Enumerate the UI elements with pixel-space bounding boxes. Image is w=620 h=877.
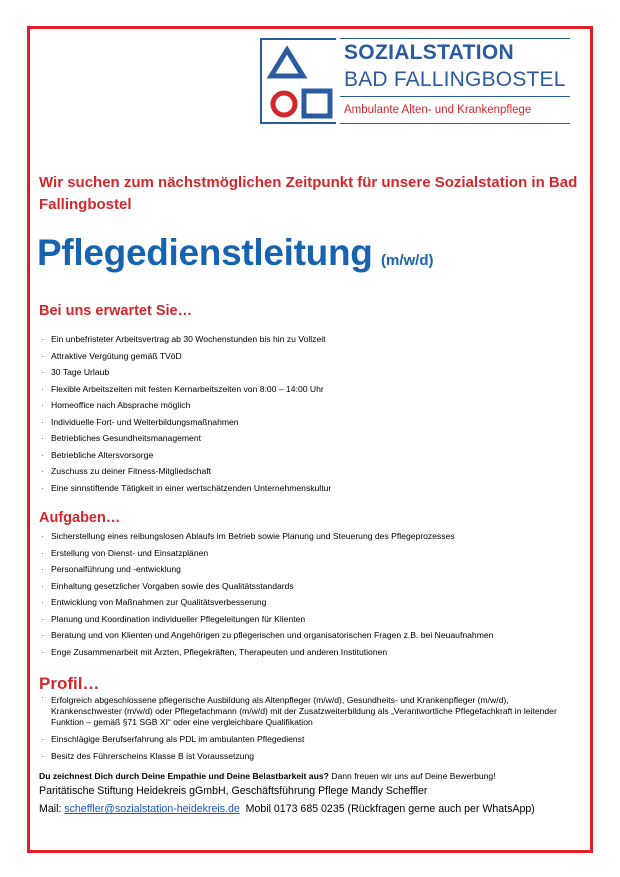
mobile-text: Mobil 0173 685 0235 (Rückfragen gerne auch per WhatsApp) xyxy=(239,803,535,815)
list-item: · Enge Zusammenarbeit mit Ärzten, Pflegekräften, Therapeuten und anderen Institutionen xyxy=(41,644,493,661)
logo-name-line1: SOZIALSTATION xyxy=(344,41,514,64)
list-item: · Betriebliches Gesundheitsmanagement xyxy=(41,430,331,447)
list-item: · Zuschuss zu deiner Fitness-Mitgliedschaft xyxy=(41,463,331,480)
tasks-list xyxy=(41,528,493,660)
list-item: · Ein unbefristeter Arbeitsvertrag ab 30 Wochenstunden bis hin zu Vollzeit xyxy=(41,331,331,348)
list-item: · Beratung und von Klienten und Angehörigen zu pflegerischen und organisatorischen Fragen z.B. bei Neuaufnahmen xyxy=(41,627,493,644)
email-link[interactable]: scheffler@sozialstation-heidekreis.de xyxy=(64,803,240,815)
list-item: · Betriebliche Altersvorsorge xyxy=(41,447,331,464)
list-item: · Erstellung von Dienst- und Einsatzplänen xyxy=(41,545,493,562)
list-item: · Personalführung und -entwicklung xyxy=(41,561,493,578)
list-item: · Eine sinnstiftende Tätigkeit in einer wertschätzenden Unternehmenskultur xyxy=(41,480,331,497)
list-item: · Homeoffice nach Absprache möglich xyxy=(41,397,331,414)
list-item: · Sicherstellung eines reibungslosen Ablaufs im Betrieb sowie Planung und Steuerung des Pflegeprozesses xyxy=(41,528,493,545)
closing-invite: Dann freuen wir uns auf Deine Bewerbung! xyxy=(328,771,496,781)
list-item: · 30 Tage Urlaub xyxy=(41,364,331,381)
list-item: · Attraktive Vergütung gemäß TVöD xyxy=(41,348,331,365)
offer-list xyxy=(41,331,331,496)
closing-text xyxy=(39,771,496,781)
footer-contact xyxy=(39,803,535,815)
list-item: · Individuelle Fort- und Weiterbildungsmaßnahmen xyxy=(41,414,331,431)
logo-tagline: Ambulante Alten- und Krankenpflege xyxy=(344,104,532,116)
list-item: · Einschlägige Berufserfahrung als PDL im ambulanten Pflegedienst xyxy=(41,731,581,748)
list-item: · Besitz des Führerscheins Klasse B ist Voraussetzung xyxy=(41,748,581,765)
offer-heading: Bei uns erwartet Sie… xyxy=(39,303,193,319)
intro-text: Wir suchen zum nächstmöglichen Zeitpunkt für unsere Sozialstation in Bad Fallingbostel xyxy=(39,174,578,213)
list-item: · Erfolgreich abgeschlossene pflegerische Ausbildung als Altenpfleger (m/w/d), Gesundheits- und Krankenpfleger (m/w/d), Krankenschwester (m/w/d) oder Pflegefachmann (m/w/d) mit der Zusatzweiterbildung als „Verantwortliche Pflegefachkraft in leitender Funktion – gemäß §71 SGB XI“ oder eine vergleichbare Qualifikation xyxy=(41,692,581,731)
logo-shapes-icon xyxy=(266,44,336,120)
profile-heading: Profil… xyxy=(39,674,100,693)
logo-mid-rule xyxy=(340,96,570,97)
tasks-heading: Aufgaben… xyxy=(39,510,121,526)
closing-question: Du zeichnest Dich durch Deine Empathie und Deine Belastbarkeit aus? xyxy=(39,771,329,781)
job-title-main: Pflegedienstleitung xyxy=(37,232,373,273)
list-item: · Flexible Arbeitszeiten mit festen Kernarbeitszeiten von 8:00 – 14:00 Uhr xyxy=(41,381,331,398)
list-item: · Planung und Koordination individueller Pflegeleitungen für Klienten xyxy=(41,611,493,628)
logo-top-rule xyxy=(340,38,570,39)
mail-label: Mail: xyxy=(39,803,65,815)
job-title xyxy=(37,232,434,274)
logo-name-line2: BAD FALLINGBOSTEL xyxy=(344,68,566,91)
job-title-gender: (m/w/d) xyxy=(381,252,434,269)
sozialstation-logo xyxy=(260,38,572,124)
logo-bottom-rule xyxy=(340,123,570,124)
footer-organisation: Paritätische Stiftung Heidekreis gGmbH, Geschäftsführung Pflege Mandy Scheffler xyxy=(39,785,428,797)
list-item: · Entwicklung von Maßnahmen zur Qualitätsverbesserung xyxy=(41,594,493,611)
list-item: · Einhaltung gesetzlicher Vorgaben sowie des Qualitätsstandards xyxy=(41,578,493,595)
profile-list xyxy=(41,692,581,764)
